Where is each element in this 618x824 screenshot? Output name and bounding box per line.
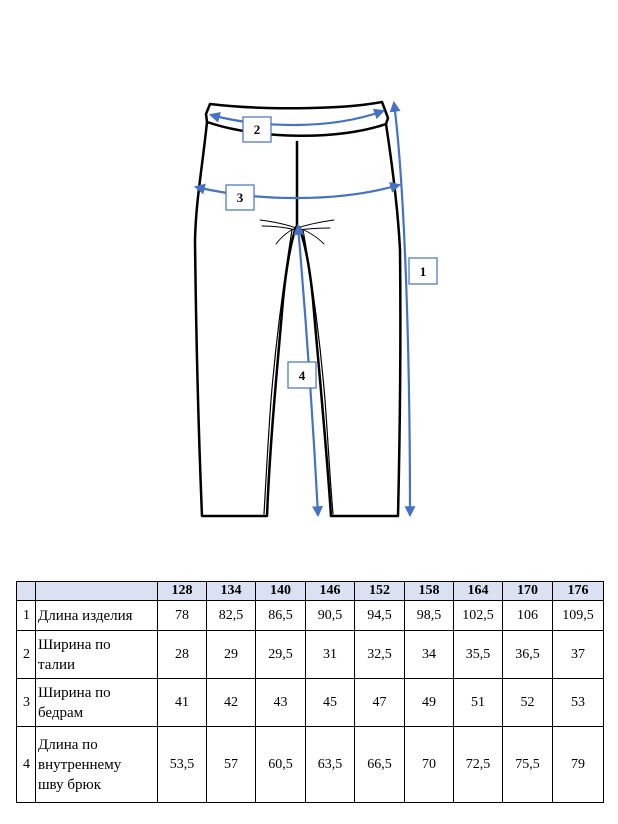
size-header: 134 (207, 582, 256, 601)
measure-line-waist (211, 111, 383, 125)
table-cell: 75,5 (503, 727, 553, 803)
table-cell: 82,5 (207, 601, 256, 631)
row-label-line: бедрам (38, 704, 84, 721)
size-header: 158 (405, 582, 454, 601)
table-cell: 35,5 (454, 631, 503, 679)
table-cell: 29 (207, 631, 256, 679)
table-cell: 29,5 (256, 631, 306, 679)
table-cell: 28 (158, 631, 207, 679)
table-cell: 47 (355, 679, 405, 727)
table-cell: 37 (553, 631, 604, 679)
marker-3 (226, 185, 254, 210)
row-number: 2 (17, 631, 36, 679)
table-cell: 32,5 (355, 631, 405, 679)
row-label (36, 601, 158, 631)
size-header: 176 (553, 582, 604, 601)
row-label (36, 727, 158, 803)
table-cell: 31 (306, 631, 355, 679)
marker-4-label: 4 (298, 368, 306, 383)
table-cell: 90,5 (306, 601, 355, 631)
table-row (17, 679, 604, 727)
table-cell: 63,5 (306, 727, 355, 803)
marker-2-label: 2 (253, 122, 261, 137)
table-cell: 72,5 (454, 727, 503, 803)
table-cell: 109,5 (553, 601, 604, 631)
table-cell: 60,5 (256, 727, 306, 803)
table-cell: 66,5 (355, 727, 405, 803)
table-cell: 36,5 (503, 631, 553, 679)
table-cell: 106 (503, 601, 553, 631)
table-cell: 86,5 (256, 601, 306, 631)
table-cell: 45 (306, 679, 355, 727)
table-cell: 43 (256, 679, 306, 727)
table-cell: 53,5 (158, 727, 207, 803)
size-table (16, 581, 604, 803)
table-cell: 34 (405, 631, 454, 679)
table-cell: 53 (553, 679, 604, 727)
marker-2 (243, 117, 271, 142)
size-header: 164 (454, 582, 503, 601)
row-label (36, 631, 158, 679)
pants-outline (195, 102, 400, 516)
table-row (17, 631, 604, 679)
table-cell: 78 (158, 601, 207, 631)
measurement-lines (196, 103, 410, 515)
row-label (36, 679, 158, 727)
measure-line-length (394, 103, 410, 515)
table-cell: 42 (207, 679, 256, 727)
header-empty-num (17, 582, 36, 601)
size-header: 152 (355, 582, 405, 601)
table-cell: 79 (553, 727, 604, 803)
header-empty-name (36, 582, 158, 601)
table-cell: 57 (207, 727, 256, 803)
row-label-line: талии (38, 656, 76, 673)
table-cell: 102,5 (454, 601, 503, 631)
row-number: 1 (17, 601, 36, 631)
row-number: 4 (17, 727, 36, 803)
marker-1 (409, 258, 437, 284)
row-label-line: шву брюк (38, 776, 101, 793)
marker-4 (288, 362, 316, 388)
table-row (17, 727, 604, 803)
table-cell: 51 (454, 679, 503, 727)
table-cell: 94,5 (355, 601, 405, 631)
row-label-line: Ширина по (38, 684, 111, 701)
table-cell: 70 (405, 727, 454, 803)
table-cell: 52 (503, 679, 553, 727)
table-header-row (17, 582, 604, 601)
row-label-line: Ширина по (38, 636, 111, 653)
size-header: 170 (503, 582, 553, 601)
row-number: 3 (17, 679, 36, 727)
table-cell: 41 (158, 679, 207, 727)
row-label-line: внутреннему (38, 756, 122, 773)
size-header: 140 (256, 582, 306, 601)
table-cell: 98,5 (405, 601, 454, 631)
size-header: 128 (158, 582, 207, 601)
table-cell: 49 (405, 679, 454, 727)
size-header: 146 (306, 582, 355, 601)
marker-3-label: 3 (236, 190, 244, 205)
table-row (17, 601, 604, 631)
row-label-line: Длина по (38, 736, 98, 753)
row-label-line: Длина изделия (38, 607, 133, 624)
left-leg-outline (195, 122, 296, 516)
marker-1-label: 1 (419, 264, 427, 279)
